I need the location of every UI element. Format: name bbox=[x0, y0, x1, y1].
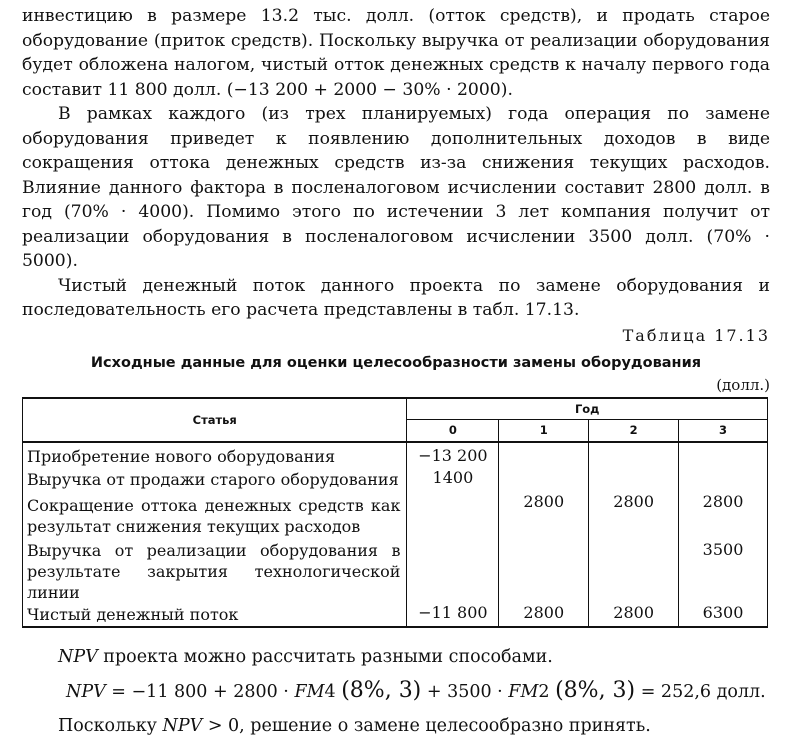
formula-result: = 252,6 долл. bbox=[635, 681, 766, 702]
cell-value: 2800 bbox=[589, 603, 679, 627]
row-label: Выручка от реализации оборудования в результате закрытия технологической линии bbox=[23, 540, 407, 603]
header-year-3: 3 bbox=[679, 420, 768, 442]
formula-fm4-num: 4 bbox=[324, 681, 336, 702]
npv-abbr: NPV bbox=[58, 646, 98, 667]
formula-part1: = −11 800 + 2800 · bbox=[105, 681, 295, 702]
table-row bbox=[23, 540, 768, 603]
data-table bbox=[22, 397, 768, 628]
cell-value bbox=[499, 442, 589, 468]
cell-value bbox=[589, 442, 679, 468]
cell-value: 1400 bbox=[407, 468, 499, 492]
paragraph-3: Чистый денежный поток данного проекта по замене оборудования и последовательность его расчета представлены в табл. 17.13. bbox=[22, 275, 770, 320]
npv-intro-text: проекта можно рассчитать разными способами. bbox=[97, 646, 553, 667]
formula-fm4: FM bbox=[294, 681, 325, 702]
header-year-1: 1 bbox=[499, 420, 589, 442]
header-item: Статья bbox=[23, 398, 407, 442]
cell-value: 2800 bbox=[589, 492, 679, 540]
row-label: Приобретение нового оборудования bbox=[23, 442, 407, 468]
paragraph-1: инвестицию в размере 13.2 тыс. долл. (отток средств), и продать старое оборудование (приток средств). Поскольку выручка от реализации оборудования будет обложена налогом, чистый отток денежных средств к началу первого года составит 11 800 долл. (−13 200 + 2000 − 30% · 2000). bbox=[22, 6, 770, 100]
conclusion-post: > 0, решение о замене целесообразно принять. bbox=[202, 715, 651, 736]
table-row bbox=[23, 492, 768, 540]
conclusion-npv: NPV bbox=[162, 715, 203, 736]
cell-value bbox=[407, 492, 499, 540]
formula-args-2: (8%, 3) bbox=[555, 677, 636, 703]
table-row-total bbox=[23, 603, 768, 627]
npv-formula bbox=[22, 676, 770, 707]
cell-value bbox=[679, 442, 768, 468]
cell-value bbox=[589, 468, 679, 492]
cell-value: 3500 bbox=[679, 540, 768, 603]
row-label: Выручка от продажи старого оборудования bbox=[23, 468, 407, 492]
table-number: Таблица 17.13 bbox=[622, 325, 770, 345]
formula-part2: + 3500 · bbox=[421, 681, 509, 702]
npv-intro-line bbox=[22, 642, 770, 672]
cell-value: 6300 bbox=[679, 603, 768, 627]
cell-value: 2800 bbox=[679, 492, 768, 540]
header-year: Год bbox=[407, 398, 768, 420]
page bbox=[22, 4, 770, 741]
table-unit: (долл.) bbox=[716, 375, 770, 394]
header-year-0: 0 bbox=[407, 420, 499, 442]
formula-fm2-num: 2 bbox=[538, 681, 550, 702]
header-year-2: 2 bbox=[589, 420, 679, 442]
formula-lhs: NPV bbox=[66, 681, 106, 702]
cell-value: 2800 bbox=[499, 603, 589, 627]
cell-value bbox=[679, 468, 768, 492]
conclusion-pre: Поскольку bbox=[58, 715, 163, 736]
formula-fm2: FM bbox=[508, 681, 539, 702]
formula-args-1: (8%, 3) bbox=[341, 677, 422, 703]
cell-value: −13 200 bbox=[407, 442, 499, 468]
row-label: Чистый денежный поток bbox=[23, 603, 407, 627]
paragraph-2: В рамках каждого (из трех планируемых) года операция по замене оборудования приведет к появлению дополнительных доходов в виде сокращения оттока денежных средств из-за снижения текущих расходов. Влияние данного фактора в посленалоговом исчислении составит 2800 долл. в год (70% · 4000). Помимо этого по истечении 3 лет компания получит от реализации оборудования в посленалоговом исчислении 3500 долл. (70% · 5000). bbox=[22, 104, 770, 271]
cell-value bbox=[407, 540, 499, 603]
cell-value bbox=[499, 468, 589, 492]
row-label: Сокращение оттока денежных средств как результат снижения текущих расходов bbox=[23, 492, 407, 540]
cell-value bbox=[589, 540, 679, 603]
cell-value: 2800 bbox=[499, 492, 589, 540]
table-row bbox=[23, 468, 768, 492]
table-row bbox=[23, 442, 768, 468]
cell-value: −11 800 bbox=[407, 603, 499, 627]
table-title: Исходные данные для оценки целесообразности замены оборудования bbox=[90, 354, 702, 371]
cell-value bbox=[499, 540, 589, 603]
conclusion-line bbox=[22, 711, 770, 741]
